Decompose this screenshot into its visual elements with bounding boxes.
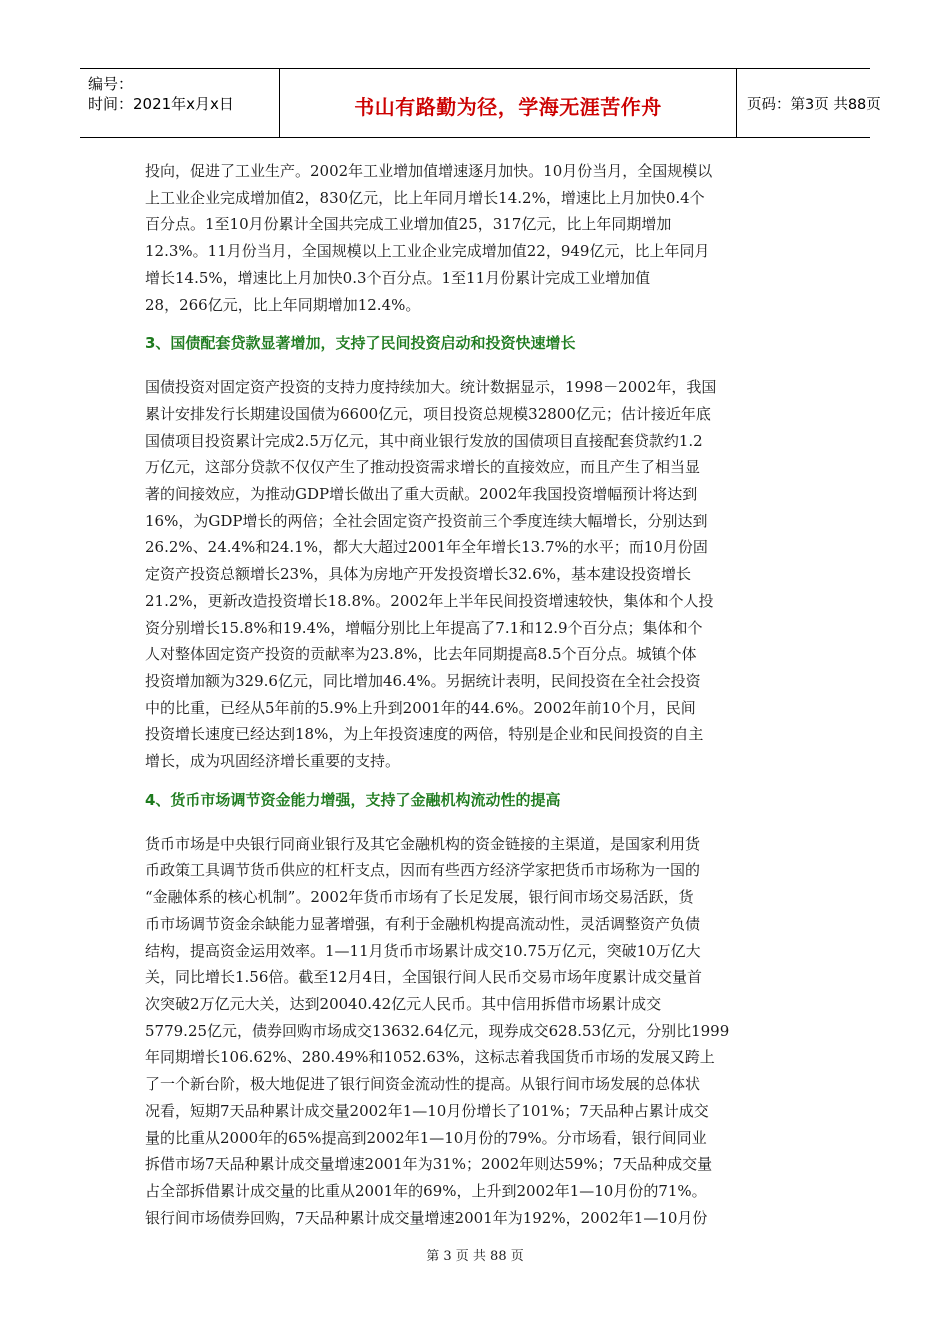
document-date-label: 时间：2021年x月x日 — [88, 95, 234, 113]
text-line: 28，266亿元，比上年同期增加12.4%。 — [145, 295, 421, 314]
text-line: 累计安排发行长期建设国债为6600亿元，项目投资总规模32800亿元；估计接近年底 — [145, 404, 711, 423]
text-line: 人对整体固定资产投资的贡献率为23.8%，比去年同期提高8.5个百分点。城镇个体 — [145, 645, 697, 664]
text-line: 投向，促进了工业生产。2002年工业增加值增速逐月加快。10月份当月，全国规模以 — [145, 162, 713, 180]
text-line: 上工业企业完成增加值2，830亿元，比上年同月增长14.2%，增速比上月加快0.4个 — [145, 188, 705, 207]
paragraph-industrial-output — [145, 158, 810, 318]
text-line: 中的比重，已经从5年前的5.9%上升到2001年的44.6%。2002年前10个月，民间 — [145, 698, 696, 717]
page-footer: 第 3 页 共 88 页 — [426, 1249, 524, 1264]
text-line: 百分点。1至10月份累计全国共完成工业增加值25，317亿元，比上年同期增加 — [145, 215, 672, 234]
text-line: “金融体系的核心机制”。2002年货币市场有了长足发展，银行间市场交易活跃，货 — [145, 888, 694, 907]
text-line: 拆借市场7天品种累计成交量增速2001年为31%；2002年则达59%；7天品种成交量 — [145, 1155, 713, 1174]
text-line: 次突破2万亿元大关，达到20040.42亿元人民币。其中信用拆借市场累计成交 — [145, 994, 662, 1013]
text-line: 增长14.5%，增速比上月加快0.3个百分点。1至11月份累计完成工业增加值 — [145, 268, 651, 287]
paragraph-money-market — [145, 831, 810, 1232]
text-line: 银行间市场债券回购，7天品种累计成交量增速2001年为192%，2002年1—10月份 — [145, 1208, 708, 1227]
document-body — [145, 158, 810, 1231]
text-line: 占全部拆借累计成交量的比重从2001年的69%，上升到2002年1—10月份的71%。 — [145, 1181, 707, 1200]
text-line: 况看，短期7天品种累计成交量2002年1—10月份增长了101%；7天品种占累计成交 — [145, 1101, 709, 1120]
text-line: 结构，提高资金运用效率。1—11月货币市场累计成交10.75万亿元，突破10万亿大 — [145, 941, 701, 960]
text-line: 年同期增长106.62%、280.49%和1052.63%，这标志着我国货币市场的发展又跨上 — [145, 1048, 715, 1067]
text-line: 国债项目投资累计完成2.5万亿元，其中商业银行发放的国债项目直接配套贷款约1.2 — [145, 431, 703, 450]
text-line: 关，同比增长1.56倍。截至12月4日，全国银行间人民币交易市场年度累计成交量首 — [145, 968, 703, 987]
text-line: 国债投资对固定资产投资的支持力度持续加大。统计数据显示，1998－2002年，我国 — [145, 378, 717, 397]
motto-text: 书山有路勤为径，学海无涯苦作舟 — [354, 95, 662, 119]
text-line: 16%，为GDP增长的两倍；全社会固定资产投资前三个季度连续大幅增长，分别达到 — [145, 511, 708, 530]
section-heading-4: 4、货币市场调节资金能力增强，支持了金融机构流动性的提高 — [145, 790, 561, 809]
text-line: 币市场调节资金余缺能力显著增强，有利于金融机构提高流动性，灵活调整资产负债 — [145, 914, 701, 933]
text-line: 万亿元，这部分贷款不仅仅产生了推动投资需求增长的直接效应，而且产生了相当显 — [145, 458, 701, 477]
text-line: 了一个新台阶，极大地促进了银行间资金流动性的提高。从银行间市场发展的总体状 — [145, 1075, 701, 1094]
text-line: 量的比重从2000年的65%提高到2002年1—10月份的79%。分市场看，银行间同业 — [145, 1128, 707, 1147]
text-line: 定资产投资总额增长23%，具体为房地产开发投资增长32.6%，基本建设投资增长 — [145, 565, 691, 584]
text-line: 货币市场是中央银行同商业银行及其它金融机构的资金链接的主渠道，是国家利用货 — [145, 834, 701, 853]
text-line: 21.2%，更新改造投资增长18.8%。2002年上半年民间投资增速较快，集体和个人投 — [145, 591, 714, 610]
section-heading-3: 3、国债配套贷款显著增加，支持了民间投资启动和投资快速增长 — [145, 334, 576, 353]
text-line: 资分别增长15.8%和19.4%，增幅分别比上年提高了7.1和12.9个百分点；集体和个 — [145, 618, 703, 637]
text-line: 12.3%。11月份当月，全国规模以上工业企业完成增加值22，949亿元，比上年同月 — [145, 242, 710, 261]
text-line: 著的间接效应，为推动GDP增长做出了重大贡献。2002年我国投资增幅预计将达到 — [145, 485, 698, 504]
text-line: 投资增长速度已经达到18%，为上年投资速度的两倍，特别是企业和民间投资的自主 — [145, 725, 704, 744]
document-number-label: 编号： — [88, 75, 134, 93]
text-line: 5779.25亿元，债券回购市场成交13632.64亿元，现券成交628.53亿元，分别比1999 — [145, 1021, 730, 1040]
text-line: 投资增加额为329.6亿元，同比增加46.4%。另据统计表明，民间投资在全社会投资 — [145, 671, 701, 690]
text-line: 币政策工具调节货币供应的杠杆支点，因而有些西方经济学家把货币市场称为一国的 — [145, 861, 701, 880]
paragraph-treasury-bonds — [145, 374, 810, 775]
header-info-cell — [80, 69, 280, 137]
page-header — [80, 68, 881, 138]
header-page-info: 页码：第3页 共88页 — [747, 97, 881, 113]
header-motto-cell — [280, 69, 737, 137]
header-page-cell — [737, 69, 881, 137]
text-line: 增长，成为巩固经济增长重要的支持。 — [145, 752, 401, 771]
text-line: 26.2%、24.4%和24.1%，都大大超过2001年全年增长13.7%的水平；而10月份固 — [145, 538, 708, 557]
